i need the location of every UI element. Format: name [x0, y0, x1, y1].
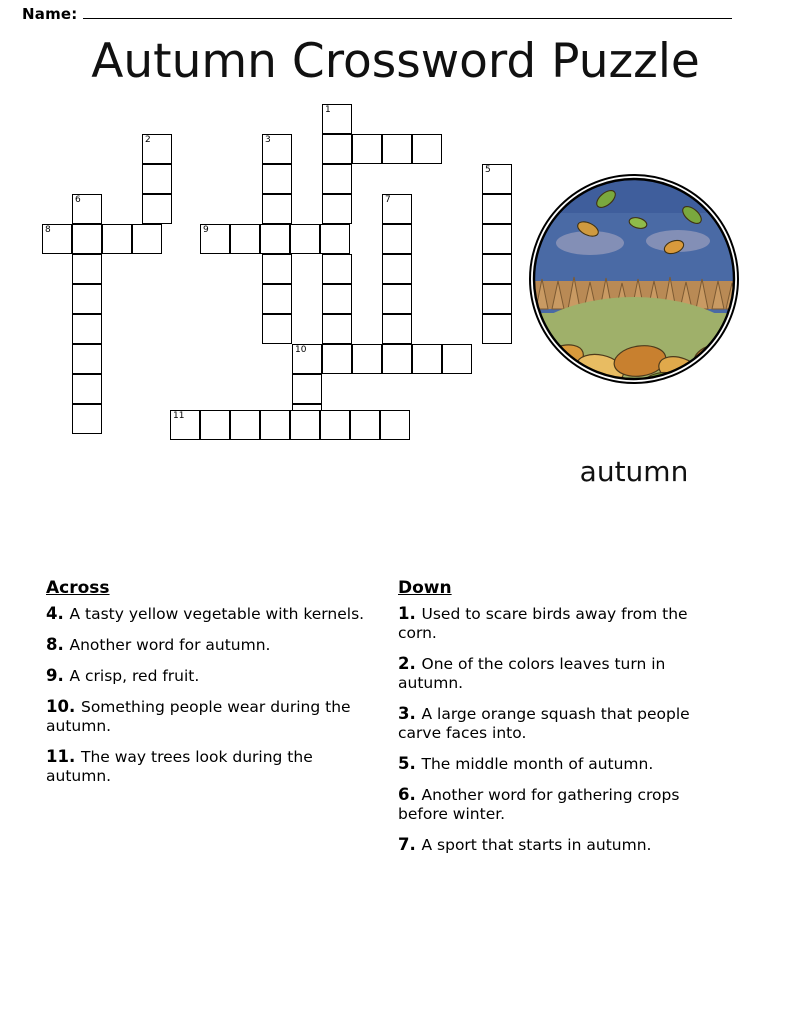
clue-text: A crisp, red fruit. — [69, 667, 200, 685]
grid-cell[interactable] — [132, 224, 162, 254]
clue-text: Used to scare birds away from the corn. — [398, 605, 688, 642]
autumn-leaves-illustration — [528, 163, 740, 395]
grid-cell[interactable] — [72, 374, 102, 404]
grid-cell[interactable] — [230, 410, 260, 440]
down-clue-list — [398, 604, 728, 855]
grid-cell-number: 9 — [203, 225, 209, 235]
grid-cell[interactable] — [262, 134, 292, 164]
name-write-line[interactable] — [83, 4, 732, 19]
grid-cell[interactable] — [482, 194, 512, 224]
grid-cell[interactable] — [262, 284, 292, 314]
clue-number: 6. — [398, 785, 422, 804]
grid-cell[interactable] — [482, 314, 512, 344]
grid-cell-number: 7 — [385, 195, 391, 205]
grid-cell[interactable] — [380, 410, 410, 440]
clue-item — [398, 604, 728, 643]
clue-number: 2. — [398, 654, 422, 673]
clue-number: 7. — [398, 835, 422, 854]
grid-cell[interactable] — [482, 224, 512, 254]
clue-item — [46, 666, 376, 686]
clue-number: 11. — [46, 747, 81, 766]
clue-text: Something people wear during the autumn. — [46, 698, 351, 735]
grid-cell[interactable] — [260, 410, 290, 440]
grid-cell[interactable] — [322, 344, 352, 374]
clue-number: 8. — [46, 635, 70, 654]
clue-item — [398, 754, 728, 774]
grid-cell[interactable] — [72, 254, 102, 284]
grid-cell[interactable] — [260, 224, 290, 254]
clue-number: 4. — [46, 604, 70, 623]
name-label: Name: — [22, 5, 78, 23]
grid-cell[interactable] — [382, 224, 412, 254]
page-title: Autumn Crossword Puzzle — [91, 34, 700, 89]
grid-cell-number: 10 — [295, 345, 307, 355]
grid-cell[interactable] — [290, 224, 320, 254]
grid-cell[interactable] — [262, 164, 292, 194]
grid-cell[interactable] — [482, 284, 512, 314]
grid-cell[interactable] — [322, 284, 352, 314]
grid-cell[interactable] — [102, 224, 132, 254]
grid-cell[interactable] — [262, 254, 292, 284]
clue-item — [46, 697, 376, 736]
grid-cell[interactable] — [412, 134, 442, 164]
grid-cell[interactable] — [72, 224, 102, 254]
grid-cell[interactable] — [352, 134, 382, 164]
grid-cell-number: 2 — [145, 135, 151, 145]
clue-number: 10. — [46, 697, 81, 716]
grid-cell[interactable] — [230, 224, 260, 254]
clue-item — [398, 654, 728, 693]
clue-item — [398, 785, 728, 824]
grid-cell[interactable] — [322, 194, 352, 224]
clue-text: A tasty yellow vegetable with kernels. — [69, 605, 365, 623]
grid-cell[interactable] — [382, 284, 412, 314]
clue-text: A sport that starts in autumn. — [421, 836, 652, 854]
grid-cell[interactable] — [322, 134, 352, 164]
across-column — [46, 578, 376, 797]
clue-text: A large orange squash that people carve faces into. — [398, 705, 690, 742]
grid-cell[interactable] — [42, 224, 72, 254]
grid-cell[interactable] — [262, 194, 292, 224]
grid-cell[interactable] — [142, 194, 172, 224]
grid-cell-number: 1 — [325, 105, 331, 115]
grid-cell-number: 8 — [45, 225, 51, 235]
grid-cell[interactable] — [382, 194, 412, 224]
grid-cell[interactable] — [72, 314, 102, 344]
clue-number: 3. — [398, 704, 422, 723]
clue-item — [46, 604, 376, 624]
down-heading: Down — [398, 578, 452, 598]
down-column — [398, 578, 728, 866]
grid-cell[interactable] — [482, 164, 512, 194]
clue-item — [46, 747, 376, 786]
grid-cell[interactable] — [322, 254, 352, 284]
grid-cell[interactable] — [322, 164, 352, 194]
grid-cell-number: 3 — [265, 135, 271, 145]
grid-cell[interactable] — [72, 284, 102, 314]
across-heading: Across — [46, 578, 110, 598]
grid-cell[interactable] — [142, 134, 172, 164]
clue-text: The way trees look during the autumn. — [46, 748, 313, 785]
grid-cell[interactable] — [322, 314, 352, 344]
grid-cell[interactable] — [290, 410, 320, 440]
grid-cell-number: 11 — [173, 411, 185, 421]
grid-cell[interactable] — [382, 314, 412, 344]
clue-text: The middle month of autumn. — [421, 755, 654, 773]
grid-cell[interactable] — [292, 344, 322, 374]
grid-cell[interactable] — [292, 374, 322, 404]
grid-cell[interactable] — [170, 410, 200, 440]
grid-cell[interactable] — [200, 224, 230, 254]
grid-cell[interactable] — [382, 134, 412, 164]
clue-item — [398, 835, 728, 855]
clue-text: Another word for gathering crops before winter. — [398, 786, 680, 823]
grid-cell[interactable] — [320, 224, 350, 254]
grid-cell[interactable] — [262, 314, 292, 344]
grid-cell[interactable] — [382, 254, 412, 284]
grid-cell[interactable] — [382, 344, 412, 374]
grid-cell[interactable] — [352, 344, 382, 374]
name-row — [22, 4, 732, 23]
across-clue-list — [46, 604, 376, 786]
grid-cell-number: 6 — [75, 195, 81, 205]
clue-text: One of the colors leaves turn in autumn. — [398, 655, 666, 692]
clue-item — [46, 635, 376, 655]
grid-cell[interactable] — [142, 164, 172, 194]
clue-text: Another word for autumn. — [69, 636, 271, 654]
grid-cell[interactable] — [320, 410, 350, 440]
clues-section — [0, 578, 791, 878]
grid-cell[interactable] — [200, 410, 230, 440]
grid-cell[interactable] — [350, 410, 380, 440]
grid-cell[interactable] — [72, 404, 102, 434]
clue-number: 9. — [46, 666, 70, 685]
grid-cell[interactable] — [72, 344, 102, 374]
clue-item — [398, 704, 728, 743]
grid-cell[interactable] — [322, 104, 352, 134]
clue-number: 1. — [398, 604, 422, 623]
image-caption: autumn — [579, 455, 689, 488]
grid-cell[interactable] — [442, 344, 472, 374]
grid-cell[interactable] — [482, 254, 512, 284]
grid-cell[interactable] — [72, 194, 102, 224]
grid-cell[interactable] — [412, 344, 442, 374]
clue-number: 5. — [398, 754, 422, 773]
grid-cell-number: 5 — [485, 165, 491, 175]
